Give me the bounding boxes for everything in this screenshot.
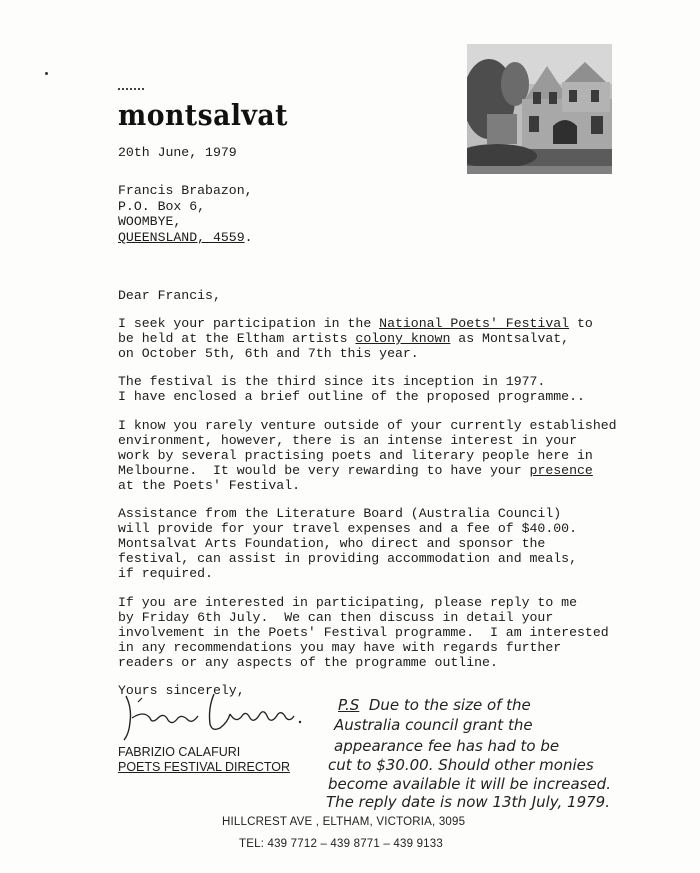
postscript-line4: cut to $30.00. Should other monies <box>328 756 594 774</box>
para2-line1: The festival is the third since its inception in 1977. <box>118 374 546 389</box>
para1-text: to <box>569 316 593 331</box>
para2-line2: I have enclosed a brief outline of the proposed programme.. <box>118 389 585 404</box>
footer-phone: TEL: 439 7712 – 439 8771 – 439 9133 <box>239 838 443 850</box>
para5-line3: involvement in the Poets' Festival programme. I am interested <box>118 625 609 640</box>
recipient-town: WOOMBYE, <box>118 214 182 229</box>
postscript-line5: become available it will be increased. <box>328 775 611 793</box>
para4-line1: Assistance from the Literature Board (Australia Council) <box>118 506 562 521</box>
recipient-name: Francis Brabazon, <box>118 183 253 198</box>
letter-date: 20th June, 1979 <box>118 145 237 160</box>
para3-line3: work by several practising poets and literary people here in <box>118 448 593 463</box>
recipient-state-line <box>118 230 253 245</box>
para1-line2 <box>118 331 569 346</box>
para1-text: as Montsalvat, <box>450 331 570 346</box>
para5-line2: by Friday 6th July. We can then discuss in detail your <box>118 610 554 625</box>
para3-line5: at the Poets' Festival. <box>118 478 301 493</box>
para4-line4: festival, can assist in providing accommodation and meals, <box>118 551 577 566</box>
ink-speck <box>45 72 48 75</box>
festival-name: National Poets' Festival <box>379 316 570 331</box>
para3-text: Melbourne. It would be very rewarding to have your <box>118 463 530 478</box>
postscript-line6: The reply date is now 13th July, 1979. <box>326 793 610 811</box>
para1-line1 <box>118 316 593 331</box>
handwritten-signature <box>118 688 318 753</box>
logo-ornament <box>118 88 144 90</box>
footer-address: HILLCREST AVE , ELTHAM, VICTORIA, 3095 <box>222 816 466 828</box>
closing: Yours sincerely, <box>118 683 245 698</box>
para5-line1: If you are interested in participating, please reply to me <box>118 595 577 610</box>
para5-line5: readers or any aspects of the programme outline. <box>118 655 498 670</box>
building-photo <box>467 44 612 174</box>
recipient-box: P.O. Box 6, <box>118 199 206 214</box>
postscript-line3: appearance fee has had to be <box>334 737 560 755</box>
signatory-title: POETS FESTIVAL DIRECTOR <box>118 760 291 774</box>
para1-text: I seek your participation in the <box>118 316 380 331</box>
para3-line1: I know you rarely venture outside of your currently established <box>118 418 617 433</box>
para1-text: be held at the Eltham artists <box>118 331 356 346</box>
para4-line3: Montsalvat Arts Foundation, who direct and sponsor the <box>118 536 546 551</box>
para4-line2: will provide for your travel expenses and a fee of $40.00. <box>118 521 577 536</box>
letterhead-logo: montsalvat <box>118 98 288 132</box>
para3-line4 <box>118 463 593 478</box>
postscript-line2: Australia council grant the <box>334 716 533 734</box>
postscript-label: P.S <box>338 696 360 714</box>
para5-line4: in any recommendations you may have with regards further <box>118 640 562 655</box>
postscript-text: Due to the size of the <box>368 696 531 714</box>
recipient-state: QUEENSLAND, 4559 <box>118 230 245 245</box>
signatory-name: FABRIZIO CALAFURI <box>118 745 241 759</box>
para4-line5: if required. <box>118 566 213 581</box>
para1-line3: on October 5th, 6th and 7th this year. <box>118 346 419 361</box>
postscript-line1 <box>338 696 531 714</box>
para3-line2: environment, however, there is an intense interest in your <box>118 433 577 448</box>
signatory-block <box>118 745 290 775</box>
salutation: Dear Francis, <box>118 288 221 303</box>
recipient-state-suffix: . <box>244 230 253 245</box>
underlined-word: presence <box>529 463 593 478</box>
underlined-phrase: colony known <box>355 331 451 346</box>
